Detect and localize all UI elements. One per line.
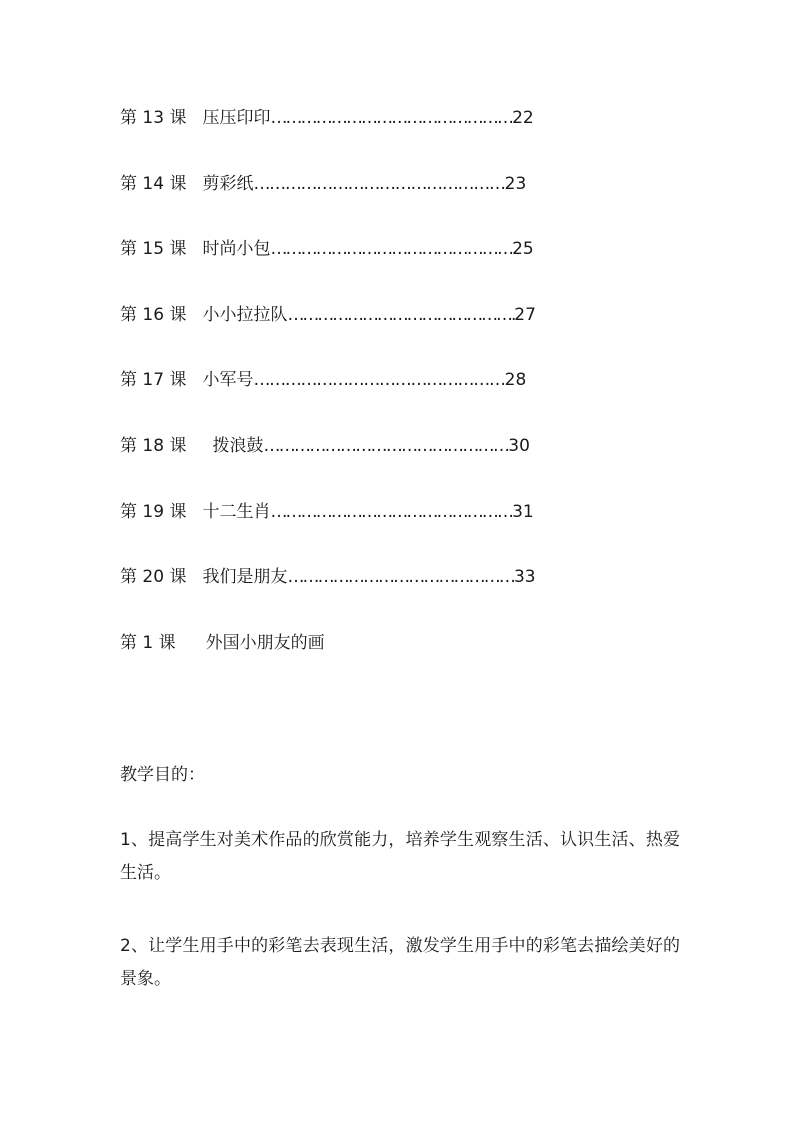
objective-paragraph: 1、提高学生对美术作品的欣赏能力，培养学生观察生活、认识生活、热爱生活。 bbox=[120, 830, 680, 883]
toc-page-number: ………………………………………33 bbox=[287, 567, 536, 587]
toc-lesson-title: 十二生肖 bbox=[202, 502, 271, 522]
toc-entry[interactable] bbox=[120, 501, 534, 523]
toc-lesson-title: 小小拉拉队 bbox=[202, 305, 288, 325]
lesson-heading bbox=[120, 632, 325, 654]
toc-entry[interactable] bbox=[120, 238, 534, 260]
toc-lesson-title: 小军号 bbox=[202, 370, 254, 390]
toc-entry[interactable] bbox=[120, 173, 526, 195]
toc-entry[interactable] bbox=[120, 107, 534, 129]
toc-leader-dots: ………………………………………… bbox=[263, 436, 509, 456]
toc-lesson-title: 我们是朋友 bbox=[202, 567, 288, 587]
toc-lesson-number: 第 19 课 bbox=[120, 502, 187, 522]
toc-lesson-number: 第 18 课 bbox=[120, 436, 187, 456]
toc-leader-dots: ………………………………………… bbox=[270, 108, 513, 128]
toc-entry[interactable] bbox=[120, 304, 536, 326]
toc-leader-dots: ………………………………………… bbox=[270, 239, 513, 259]
toc-lesson-title: 拨浪鼓 bbox=[212, 436, 264, 456]
toc-lesson-number: 第 13 课 bbox=[120, 108, 187, 128]
toc-lesson-title: 剪彩纸 bbox=[202, 174, 254, 194]
toc-lesson-number: 第 17 课 bbox=[120, 370, 187, 390]
objective-paragraph: 2、让学生用手中的彩笔去表现生活，激发学生用手中的彩笔去描绘美好的景象。 bbox=[120, 936, 680, 989]
toc-entry[interactable] bbox=[120, 369, 526, 391]
toc-page-number: ……………………………………….27 bbox=[287, 305, 536, 325]
toc-page-number: …………………………………………22 bbox=[270, 108, 534, 128]
toc-lesson-title: 时尚小包 bbox=[202, 239, 271, 259]
toc-page-number: …………………………………………30 bbox=[263, 436, 530, 456]
toc-lesson-number: 第 20 课 bbox=[120, 567, 187, 587]
toc-entry[interactable] bbox=[120, 566, 536, 588]
toc-leader-dots: ………………………………………… bbox=[270, 502, 513, 522]
objectives-label: 教学目的： bbox=[120, 765, 205, 785]
toc-page-number: …………………………………………23 bbox=[253, 174, 527, 194]
toc-lesson-number: 第 15 课 bbox=[120, 239, 187, 259]
lesson-heading-number: 第 1 课 bbox=[120, 633, 176, 653]
toc-leader-dots: ………………………………………… bbox=[253, 174, 505, 194]
lesson-heading-title: 外国小朋友的画 bbox=[205, 633, 325, 653]
toc-entry[interactable] bbox=[120, 435, 530, 457]
toc-page-number: …………………………………………31 bbox=[270, 502, 534, 522]
toc-lesson-number: 第 16 课 bbox=[120, 305, 187, 325]
toc-page-number: …………………………………………25 bbox=[270, 239, 534, 259]
toc-lesson-number: 第 14 课 bbox=[120, 174, 187, 194]
toc-page-number: …………………………………………28 bbox=[253, 370, 527, 390]
toc-leader-dots: ………………………………………. bbox=[287, 305, 515, 325]
toc-leader-dots: ……………………………………… bbox=[287, 567, 514, 587]
toc-leader-dots: ………………………………………… bbox=[253, 370, 505, 390]
toc-lesson-title: 压压印印 bbox=[202, 108, 271, 128]
